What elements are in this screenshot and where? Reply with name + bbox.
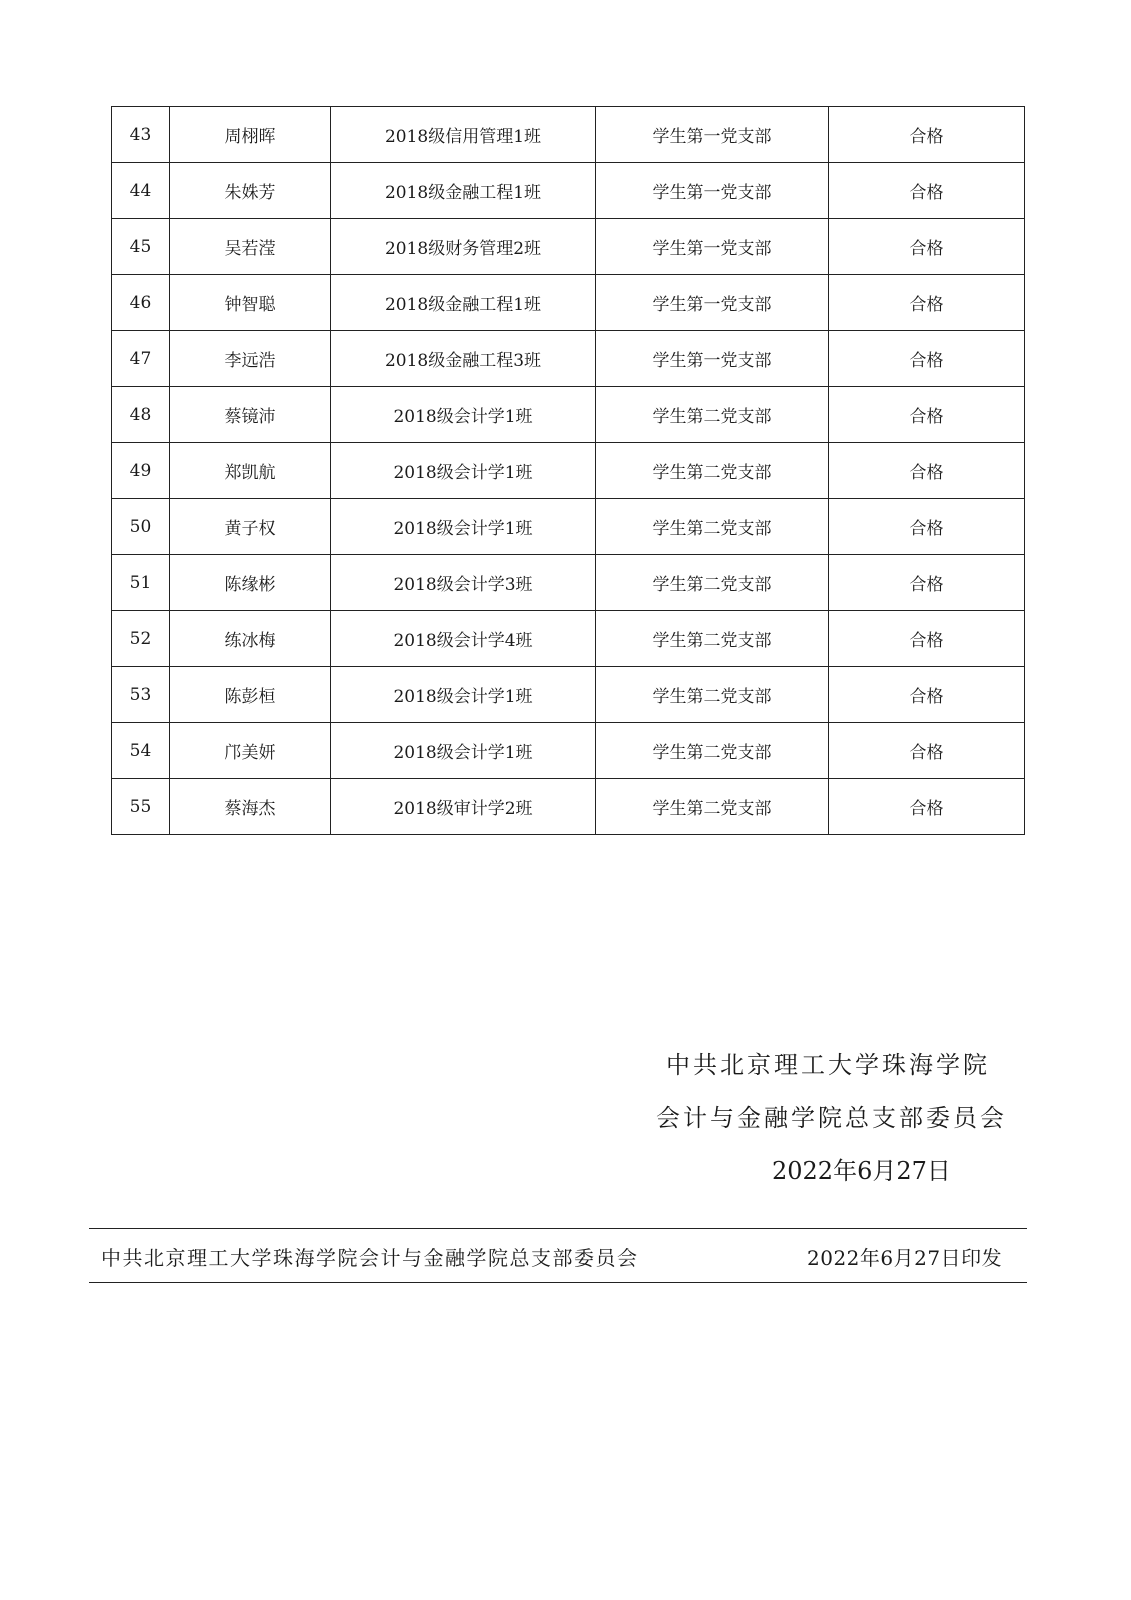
table-row [112,443,1025,499]
table-row [112,107,1025,163]
cell-index: 44 [112,163,170,219]
cell-class: 2018级金融工程3班 [331,331,596,387]
cell-result: 合格 [829,611,1025,667]
cell-branch: 学生第二党支部 [596,667,829,723]
cell-index: 55 [112,779,170,835]
cell-class: 2018级金融工程1班 [331,275,596,331]
cell-index: 46 [112,275,170,331]
table-row [112,611,1025,667]
table-row [112,387,1025,443]
cell-result: 合格 [829,275,1025,331]
cell-branch: 学生第一党支部 [596,107,829,163]
cell-index: 51 [112,555,170,611]
cell-class: 2018级财务管理2班 [331,219,596,275]
cell-class: 2018级会计学1班 [331,667,596,723]
footer-rule-top [89,1228,1027,1229]
table-row [112,163,1025,219]
cell-result: 合格 [829,163,1025,219]
cell-index: 47 [112,331,170,387]
cell-index: 45 [112,219,170,275]
cell-branch: 学生第二党支部 [596,443,829,499]
cell-name: 陈缘彬 [170,555,331,611]
cell-name: 蔡海杰 [170,779,331,835]
cell-class: 2018级金融工程1班 [331,163,596,219]
cell-branch: 学生第一党支部 [596,275,829,331]
cell-result: 合格 [829,107,1025,163]
cell-class: 2018级会计学1班 [331,723,596,779]
cell-result: 合格 [829,499,1025,555]
cell-branch: 学生第一党支部 [596,219,829,275]
cell-name: 蔡镜沛 [170,387,331,443]
table-row [112,555,1025,611]
cell-name: 郑凯航 [170,443,331,499]
cell-branch: 学生第一党支部 [596,163,829,219]
table-row [112,275,1025,331]
cell-name: 黄子权 [170,499,331,555]
cell-result: 合格 [829,331,1025,387]
footer-issuer: 中共北京理工大学珠海学院会计与金融学院总支部委员会 [101,1246,639,1270]
cell-name: 朱姝芳 [170,163,331,219]
table-row [112,667,1025,723]
cell-result: 合格 [829,555,1025,611]
cell-branch: 学生第二党支部 [596,723,829,779]
cell-result: 合格 [829,219,1025,275]
cell-class: 2018级审计学2班 [331,779,596,835]
cell-branch: 学生第二党支部 [596,499,829,555]
cell-class: 2018级会计学4班 [331,611,596,667]
results-table [111,106,1025,835]
cell-name: 钟智聪 [170,275,331,331]
cell-name: 吴若滢 [170,219,331,275]
cell-index: 48 [112,387,170,443]
cell-result: 合格 [829,723,1025,779]
cell-branch: 学生第二党支部 [596,611,829,667]
cell-name: 李远浩 [170,331,331,387]
footer-rule-bottom [89,1282,1027,1283]
cell-result: 合格 [829,443,1025,499]
cell-index: 49 [112,443,170,499]
cell-index: 52 [112,611,170,667]
table-row [112,219,1025,275]
cell-name: 周栩晖 [170,107,331,163]
table-row [112,723,1025,779]
cell-branch: 学生第二党支部 [596,387,829,443]
signature-org-line2: 会计与金融学院总支部委员会 [656,1104,1007,1132]
cell-class: 2018级会计学3班 [331,555,596,611]
cell-index: 54 [112,723,170,779]
cell-name: 陈彭桓 [170,667,331,723]
cell-class: 2018级会计学1班 [331,387,596,443]
table-row [112,331,1025,387]
table-body [112,107,1025,835]
cell-branch: 学生第一党支部 [596,331,829,387]
cell-branch: 学生第二党支部 [596,555,829,611]
cell-branch: 学生第二党支部 [596,779,829,835]
table-row [112,499,1025,555]
cell-index: 53 [112,667,170,723]
footer-issue-date: 2022年6月27日印发 [807,1246,1003,1270]
cell-result: 合格 [829,779,1025,835]
table-row [112,779,1025,835]
signature-date: 2022年6月27日 [772,1157,951,1185]
cell-index: 50 [112,499,170,555]
cell-class: 2018级会计学1班 [331,443,596,499]
cell-name: 练冰梅 [170,611,331,667]
signature-org-line1: 中共北京理工大学珠海学院 [666,1051,990,1079]
cell-index: 43 [112,107,170,163]
cell-name: 邝美妍 [170,723,331,779]
cell-result: 合格 [829,667,1025,723]
cell-class: 2018级信用管理1班 [331,107,596,163]
cell-class: 2018级会计学1班 [331,499,596,555]
cell-result: 合格 [829,387,1025,443]
